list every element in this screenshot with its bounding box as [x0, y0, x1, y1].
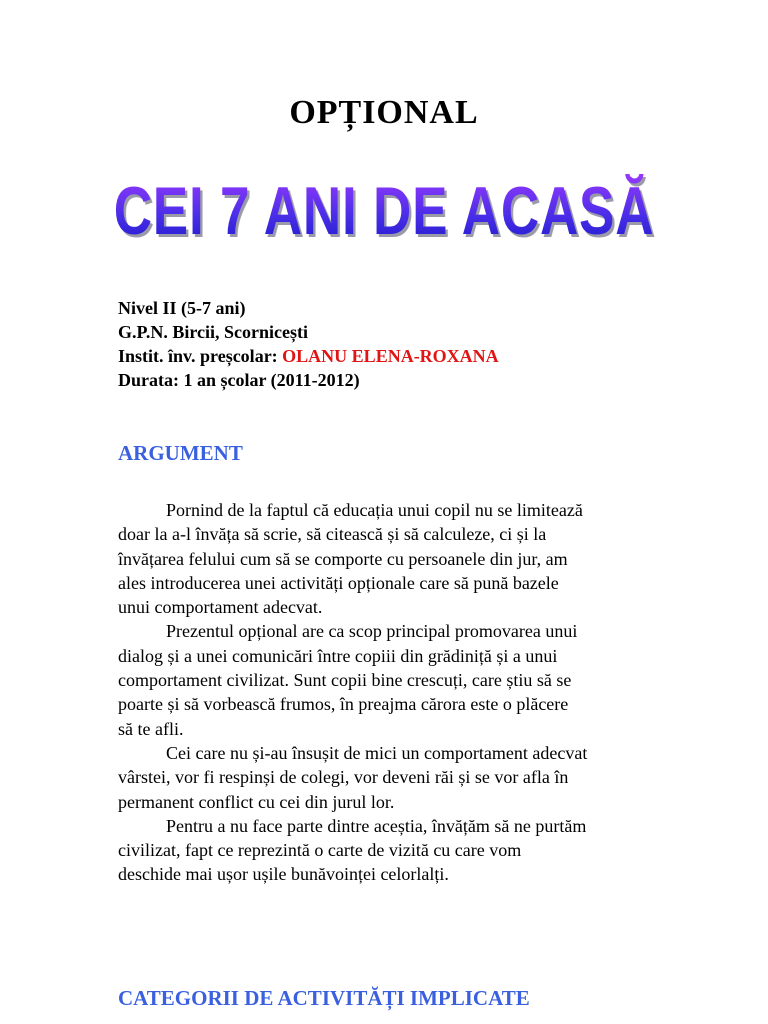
text-line: Pentru a nu face parte dintre aceștia, învățăm să ne purtăm — [166, 815, 587, 836]
text-line: ales introducerea unei activități opționale care să pună bazele — [118, 572, 559, 593]
text-line: poarte și să vorbească frumos, în preajma cărora este o plăcere — [118, 694, 569, 715]
text-line: Pornind de la faptul că educația unui copil nu se limitează — [166, 500, 583, 520]
text-line: unui comportament adecvat. — [118, 597, 323, 618]
argument-paragraph-2 — [118, 619, 658, 740]
teacher-name: OLANU ELENA-ROXANA — [282, 346, 499, 366]
argument-paragraph-4 — [118, 814, 658, 887]
duration-line: Durata: 1 an școlar (2011-2012) — [118, 370, 360, 390]
document-label: OPȚIONAL — [289, 94, 479, 131]
teacher-line — [118, 344, 499, 368]
text-line: comportament civilizat. Sunt copii bine crescuți, care știu să se — [118, 670, 572, 691]
categories-heading: CATEGORII DE ACTIVITĂȚI IMPLICATE — [118, 986, 530, 1010]
document-title: CEI 7 ANI DE ACASĂ — [84, 172, 683, 250]
metadata-block — [118, 296, 499, 392]
text-line: doar la a-l învăța să scrie, să citească și să calculeze, ci și la — [118, 524, 547, 545]
level-line: Nivel II (5-7 ani) — [118, 298, 246, 318]
argument-body — [118, 498, 658, 887]
text-line: deschide mai ușor ușile bunăvoinței celorlalți. — [118, 864, 449, 885]
text-line: să te afli. — [118, 718, 184, 739]
argument-paragraph-1 — [118, 498, 658, 619]
text-line: dialog și a unei comunicări între copiii din grădiniță și a unui — [118, 645, 558, 666]
text-line: Prezentul opțional are ca scop principal promovarea unui — [166, 621, 578, 642]
text-line: vârstei, vor fi respinși de colegi, vor deveni răi și se vor afla în — [118, 767, 569, 788]
school-line: G.P.N. Bircii, Scornicești — [118, 322, 308, 342]
text-line: civilizat, fapt ce reprezintă o carte de vizită cu care vom — [118, 840, 522, 861]
argument-paragraph-3 — [118, 741, 658, 814]
text-line: permanent conflict cu cei din jurul lor. — [118, 791, 395, 812]
text-line: învățarea felului cum să se comporte cu persoanele din jur, am — [118, 548, 568, 569]
text-line: Cei care nu și-au însușit de mici un comportament adecvat — [166, 742, 588, 763]
teacher-label: Instit. înv. preșcolar: — [118, 346, 278, 366]
argument-heading: ARGUMENT — [118, 441, 243, 465]
